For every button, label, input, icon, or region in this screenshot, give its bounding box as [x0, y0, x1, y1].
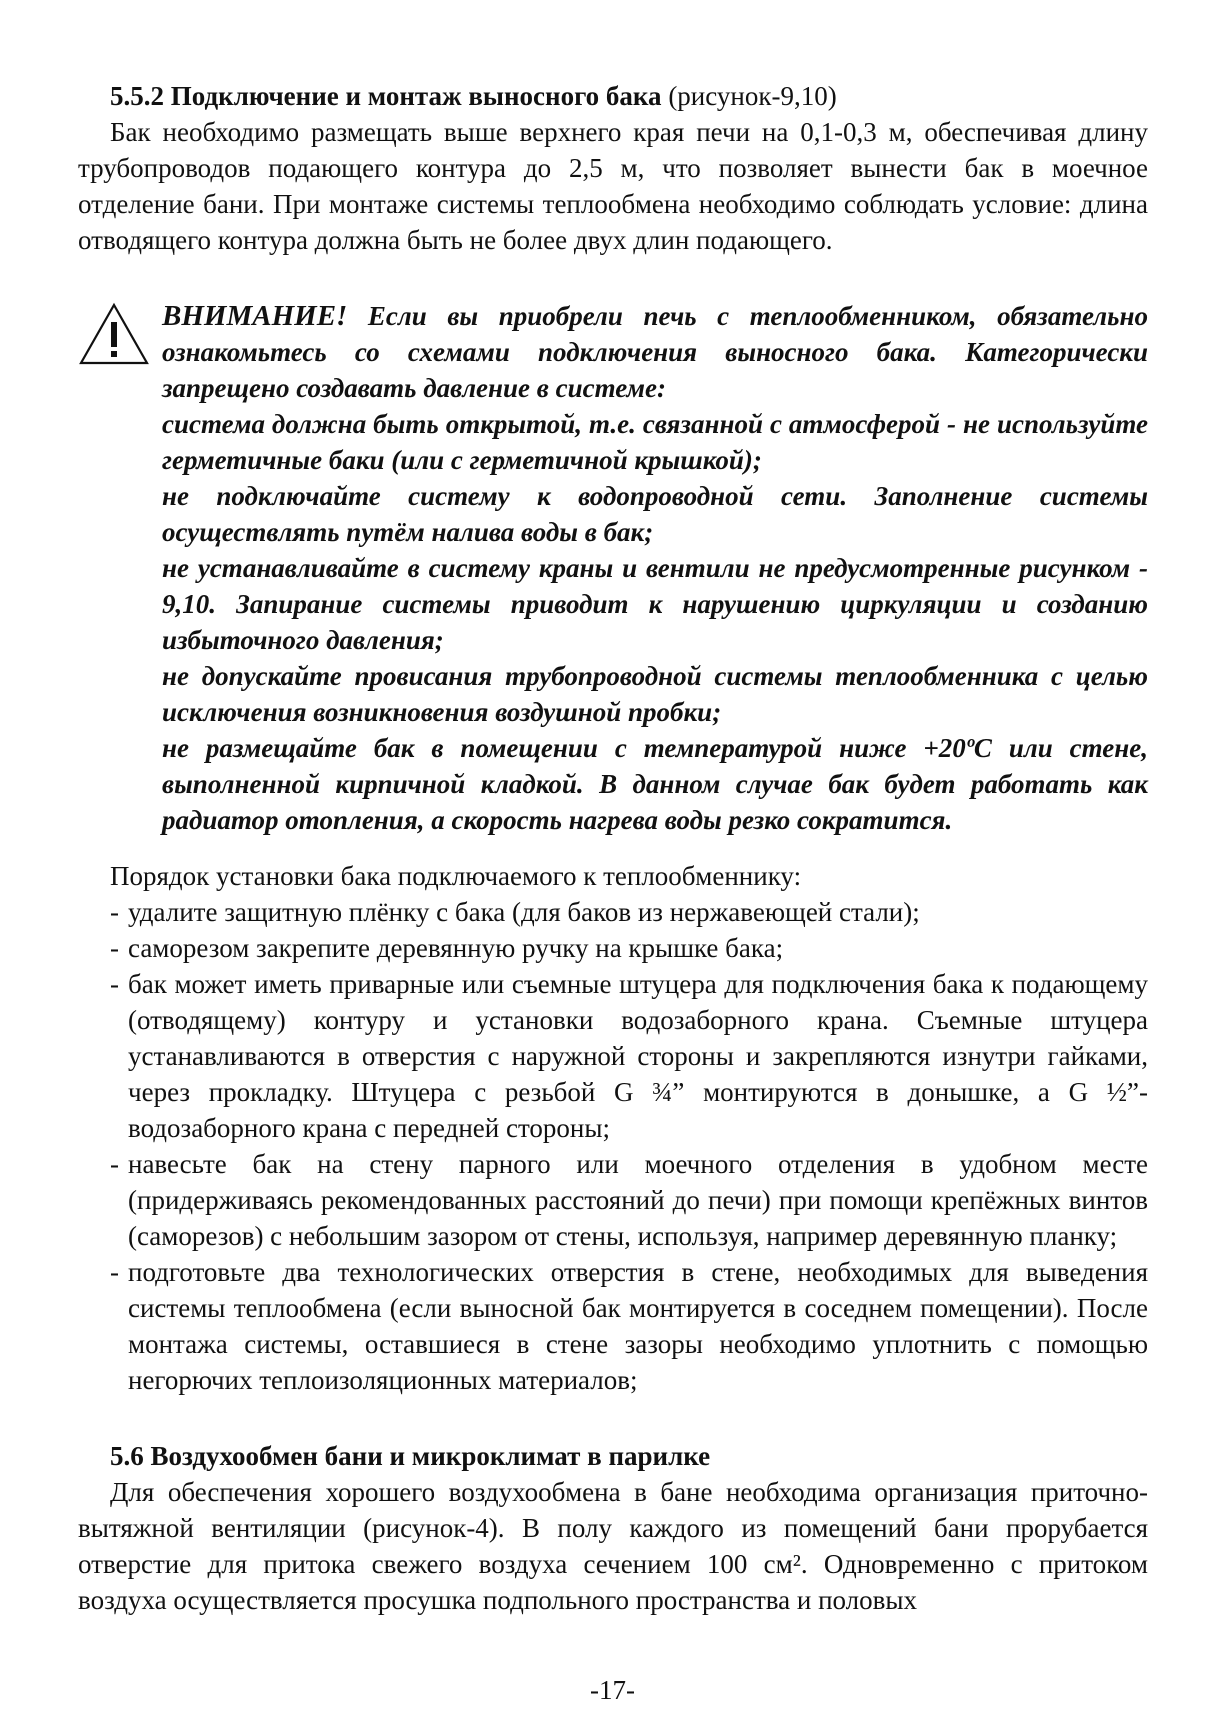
section-552-body: Бак необходимо размещать выше верхнего края печи на 0,1-0,3 м, обеспечивая длину трубопроводов подающего контура до 2,5 м, что позволяет вынести бак в моечное отделение бани. При монтаже системы теплообмена необходимо соблюдать условие: длина отводящего контура должна быть не более двух длин подающего. [78, 117, 1148, 255]
warning-item: не допускайте провисания трубопроводной системы теплообменника с целью исключения возникновения воздушной пробки; [162, 661, 1148, 727]
install-step-text: бак может иметь приварные или съемные штуцера для подключения бака к подающему (отводящему) контуру и установки водозаборного крана. Съемные штуцера устанавливаются в отверстия с наружной стороны и закрепляются изнутри гайками, через прокладку. Штуцера с резьбой G ¾” монтируются в донышке, а G ½”- водозаборного крана с передней стороны; [128, 969, 1148, 1143]
list-dash: - [110, 969, 119, 999]
warning-heading: ВНИМАНИЕ! [162, 300, 348, 332]
list-item [78, 1146, 1148, 1254]
section-56-heading [78, 1438, 1148, 1474]
warning-item: не подключайте систему к водопроводной сети. Заполнение системы осуществлять путём налива воды в бак; [162, 481, 1148, 547]
install-step-text: удалите защитную плёнку с бака (для баков из нержавеющей стали); [128, 897, 920, 927]
install-step-text: подготовьте два технологических отверстия в стене, необходимых для выведения системы теплообмена (если выносной бак монтируется в соседнем помещении). После монтажа системы, оставшиеся в стене зазоры необходимо уплотнить с помощью негорючих теплоизоляционных материалов; [128, 1257, 1148, 1395]
list-item [78, 1254, 1148, 1398]
list-dash: - [110, 1257, 119, 1287]
install-intro: Порядок установки бака подключаемого к теплообменнику: [110, 861, 802, 891]
warning-item: не размещайте бак в помещении с температурой ниже +20ºС или стене, выполненной кирпичной кладкой. В данном случае бак будет работать как радиатор отопления, а скорость нагрева воды резко сократится. [162, 733, 1148, 835]
install-step-text: навесьте бак на стену парного или моечного отделения в удобном месте (придерживаясь рекомендованных расстояний до печи) при помощи крепёжных винтов (саморезов) с небольшим зазором от стены, используя, например деревянную планку; [128, 1149, 1148, 1251]
section-552-title: 5.5.2 Подключение и монтаж выносного бака [110, 81, 662, 111]
section-552-heading [78, 78, 1148, 114]
list-dash: - [110, 933, 119, 963]
install-steps-list [78, 894, 1148, 1398]
warning-intro-text: Если вы приобрели печь с теплообменником, обязательно ознакомьтесь со схемами подключения выносного бака. Категорически запрещено создавать давление в системе: [162, 301, 1148, 403]
warning-triangle-icon [78, 302, 150, 366]
document-page [78, 78, 1148, 1618]
section-552-ref: (рисунок-9,10) [661, 81, 837, 111]
section-56-title: 5.6 Воздухообмен бани и микроклимат в парилке [110, 1441, 711, 1471]
list-dash: - [110, 897, 119, 927]
warning-block [78, 298, 1148, 838]
list-item [78, 894, 1148, 930]
list-item [78, 966, 1148, 1146]
section-56-body: Для обеспечения хорошего воздухообмена в бане необходима организация приточно-вытяжной вентиляции (рисунок-4). В полу каждого из помещений бани прорубается отверстие для притока свежего воздуха сечением 100 см². Одновременно с притоком воздуха осуществляется просушка подпольного пространства и половых [78, 1477, 1148, 1615]
warning-item: не устанавливайте в систему краны и вентили не предусмотренные рисунком - 9,10. Запирание системы приводит к нарушению циркуляции и созданию избыточного давления; [162, 553, 1148, 655]
warning-intro [162, 298, 1148, 406]
list-dash: - [110, 1149, 119, 1179]
warning-item: система должна быть открытой, т.е. связанной с атмосферой - не используйте герметичные баки (или с герметичной крышкой); [162, 409, 1148, 475]
page-number: -17- [590, 1675, 635, 1705]
list-item [78, 930, 1148, 966]
install-step-text: саморезом закрепите деревянную ручку на крышке бака; [128, 933, 784, 963]
